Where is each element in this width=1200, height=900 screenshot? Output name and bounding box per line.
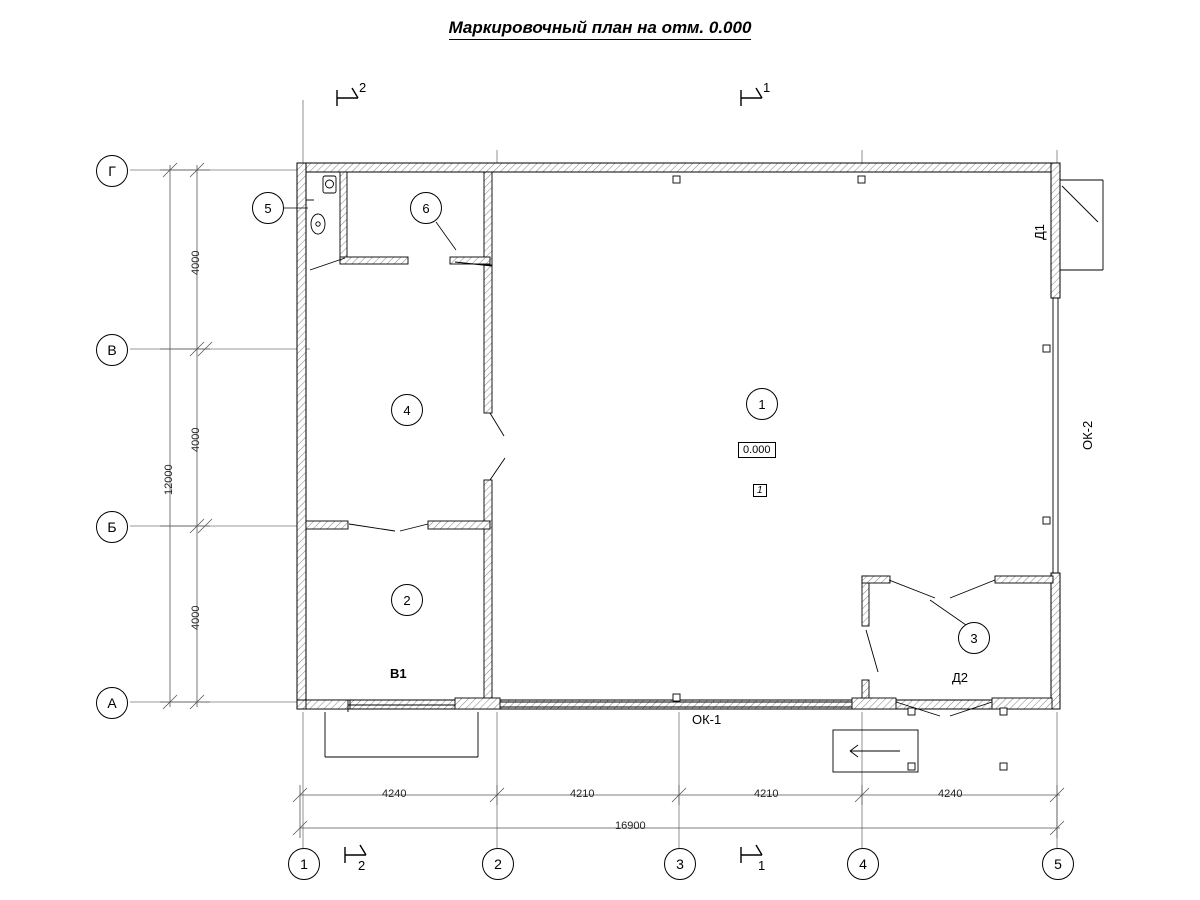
- section-mark-1-bottom: 1: [758, 858, 766, 873]
- exterior-walls: [297, 163, 1060, 709]
- room-marker-1[interactable]: [746, 388, 778, 420]
- dimension-horizontal-3: 4210: [754, 788, 779, 800]
- axis-label: 4: [859, 856, 867, 872]
- axis-label: 3: [676, 856, 684, 872]
- axis-bubble-5[interactable]: [1042, 848, 1074, 880]
- axis-bubble-b[interactable]: [96, 511, 128, 543]
- axis-bubble-g[interactable]: [96, 155, 128, 187]
- axis-label: В: [107, 342, 117, 358]
- page-title-text: Маркировочный план на отм. 0.000: [449, 18, 752, 40]
- door-swings: [310, 180, 1103, 772]
- axis-label: 1: [300, 856, 308, 872]
- room-number: 5: [264, 200, 272, 216]
- dimension-vertical-total: 12000: [163, 464, 175, 495]
- dimension-horizontal-1: 4240: [382, 788, 407, 800]
- dimension-lines: [160, 163, 1064, 838]
- section-cut-marks: [337, 88, 762, 863]
- top-wall-openings: [673, 176, 865, 183]
- room-marker-3[interactable]: [958, 622, 990, 654]
- room-number: 1: [758, 396, 766, 412]
- room-number: 3: [970, 630, 978, 646]
- door-label-d1: Д1: [1032, 223, 1047, 240]
- room-marker-5[interactable]: [252, 192, 284, 224]
- dimension-horizontal-4: 4240: [938, 788, 963, 800]
- axis-label: А: [107, 695, 117, 711]
- plumbing-fixtures: [306, 176, 336, 234]
- axis-bubble-a[interactable]: [96, 687, 128, 719]
- room-number: 6: [422, 200, 430, 216]
- window-ok2: [1043, 298, 1058, 573]
- axis-bubble-1[interactable]: [288, 848, 320, 880]
- window-label-ok1: ОК-1: [692, 712, 722, 727]
- leader-lines: [283, 208, 966, 625]
- axis-bubble-2[interactable]: [482, 848, 514, 880]
- axis-bubble-3[interactable]: [664, 848, 696, 880]
- room-marker-4[interactable]: [391, 394, 423, 426]
- axis-label: 2: [494, 856, 502, 872]
- dimension-vertical-2: 4000: [190, 427, 202, 452]
- axis-label: Б: [107, 519, 117, 535]
- section-mark-2-bottom: 2: [358, 858, 366, 873]
- node-mark: 1: [753, 484, 767, 497]
- mark-label-b1: В1: [390, 666, 407, 681]
- interior-walls: [306, 172, 1053, 709]
- section-mark-2-top: 2: [359, 80, 367, 95]
- room-number: 4: [403, 402, 411, 418]
- room-marker-2[interactable]: [391, 584, 423, 616]
- dimension-vertical-3: 4000: [190, 605, 202, 630]
- door-label-d2: Д2: [952, 670, 969, 685]
- dimension-horizontal-total: 16900: [615, 820, 646, 832]
- window-label-ok2: ОК-2: [1080, 420, 1095, 450]
- axis-bubble-4[interactable]: [847, 848, 879, 880]
- room-number: 2: [403, 592, 411, 608]
- axis-label: Г: [108, 163, 116, 179]
- axis-bubble-v[interactable]: [96, 334, 128, 366]
- level-mark: 0.000: [738, 442, 776, 458]
- room-marker-6[interactable]: [410, 192, 442, 224]
- dimension-horizontal-2: 4210: [570, 788, 595, 800]
- dimension-vertical-1: 4000: [190, 250, 202, 275]
- axis-label: 5: [1054, 856, 1062, 872]
- section-mark-1-top: 1: [763, 80, 771, 95]
